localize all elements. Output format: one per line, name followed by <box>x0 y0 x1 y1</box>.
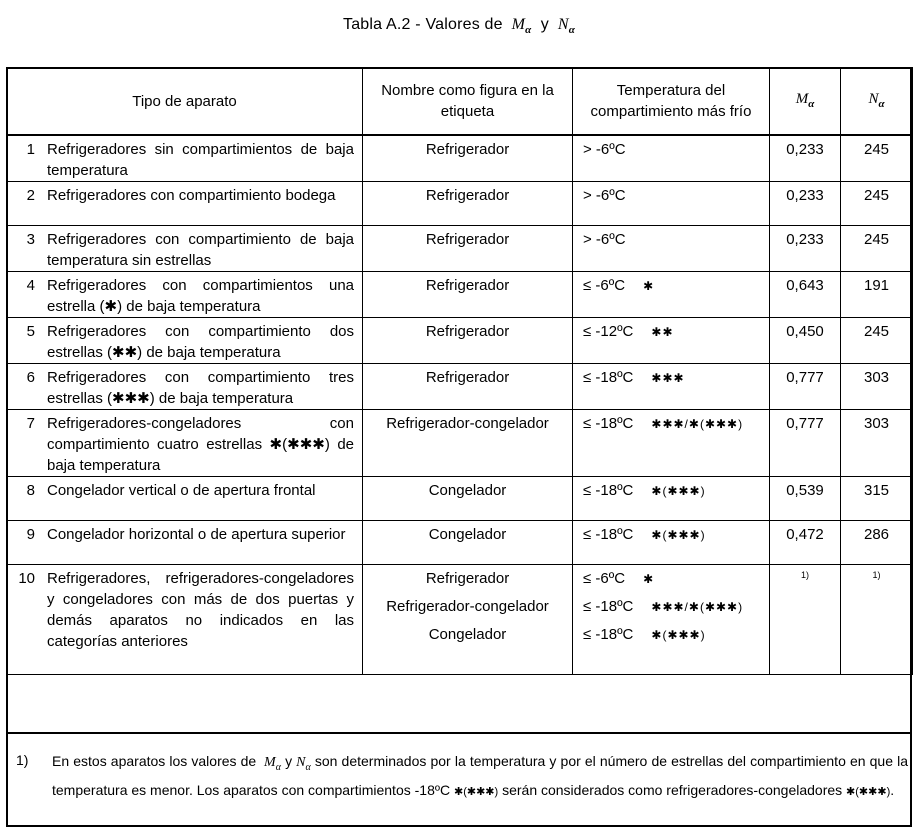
n-value: 315 <box>841 477 913 521</box>
table-row-5 <box>7 318 913 364</box>
row-tipo: Refrigeradores con compartimiento dos estrellas (✱✱) de baja temperatura <box>47 323 354 361</box>
m-value: 0,233 <box>770 135 841 182</box>
row-tipo: Congelador vertical o de apertura frontal <box>47 482 316 499</box>
temp-value: ≤ -18ºC <box>583 482 634 499</box>
row10-stars-2: ✱✱✱/✱(✱✱✱) <box>651 600 744 614</box>
row-tipo: Refrigeradores con compartimiento tres estrellas (✱✱✱) de baja temperatura <box>47 369 354 407</box>
row-number: 4 <box>26 277 35 294</box>
row-number: 10 <box>18 570 35 587</box>
nombre-cell: Congelador <box>363 477 573 521</box>
title-conj: y <box>540 16 549 33</box>
row-tipo: Refrigeradores, refrigeradores-congeladores y congeladores con más de dos puertas y demás aparatos no indicados en las categorías anteriores <box>47 570 354 650</box>
m-value: 0,777 <box>770 364 841 410</box>
m-value: 0,472 <box>770 521 841 565</box>
temp-cell <box>573 565 770 675</box>
n-value: 1) <box>841 565 913 675</box>
tipo-cell <box>7 410 363 477</box>
temp-cell <box>573 318 770 364</box>
tipo-cell <box>7 135 363 182</box>
temp-value: > -6ºC <box>583 141 626 158</box>
nombre-cell <box>363 565 573 675</box>
row10-nombre-2: Refrigerador-congelador <box>386 598 549 615</box>
footnote-stars-1: ✱(✱✱✱) <box>453 785 499 798</box>
stars-rating: ✱(✱✱✱) <box>651 484 706 498</box>
stars-rating: ✱ <box>643 279 655 293</box>
row-tipo: Refrigeradores-congeladores con compartimiento cuatro estrellas ✱(✱✱✱) de baja temperatura <box>47 415 354 474</box>
row-tipo: Refrigeradores con compartimiento bodega <box>47 187 336 204</box>
nombre-cell: Refrigerador <box>363 226 573 272</box>
row10-stars-1: ✱ <box>643 572 655 586</box>
m-value: 0,777 <box>770 410 841 477</box>
header-tipo: Tipo de aparato <box>7 68 363 136</box>
temp-cell <box>573 521 770 565</box>
temp-value: ≤ -12ºC <box>583 323 634 340</box>
footnote-stars-2: ✱(✱✱✱) <box>846 785 891 798</box>
row10-temp-1: ≤ -6ºC <box>583 570 626 587</box>
stars-rating: ✱(✱✱✱) <box>651 528 706 542</box>
temp-value: ≤ -18ºC <box>583 526 634 543</box>
header-m: $M_\alpha$ <box>770 68 841 136</box>
nombre-cell: Refrigerador-congelador <box>363 410 573 477</box>
header-n: $N_\alpha$ <box>841 68 913 136</box>
temp-value: > -6ºC <box>583 187 626 204</box>
stars-rating: ✱✱✱/✱(✱✱✱) <box>651 417 744 431</box>
table-row-8 <box>7 477 913 521</box>
row-tipo: Refrigeradores sin compartimientos de baja temperatura <box>47 141 354 179</box>
footnote-m-symbol: $M_\alpha$ <box>264 755 281 773</box>
row-tipo: Refrigeradores con compartimientos una estrella (✱) de baja temperatura <box>47 277 354 315</box>
stars-rating: ✱✱ <box>651 325 674 339</box>
m-value: 0,450 <box>770 318 841 364</box>
tipo-cell <box>7 364 363 410</box>
header-nombre: Nombre como figura en la etiqueta <box>363 68 573 136</box>
n-value: 303 <box>841 410 913 477</box>
m-value: 0,643 <box>770 272 841 318</box>
temp-cell <box>573 182 770 226</box>
footnote <box>8 732 910 825</box>
temp-value: ≤ -18ºC <box>583 415 634 432</box>
tipo-cell <box>7 521 363 565</box>
temp-cell <box>573 226 770 272</box>
title-prefix: Tabla A.2 - Valores de <box>343 16 503 33</box>
table-title <box>0 16 918 36</box>
row-number: 9 <box>26 526 35 543</box>
header-row <box>7 68 913 136</box>
temp-cell <box>573 364 770 410</box>
temp-cell <box>573 410 770 477</box>
m-value: 1) <box>770 565 841 675</box>
nombre-cell: Refrigerador <box>363 364 573 410</box>
row10-nombre-1: Refrigerador <box>425 570 510 587</box>
row-number: 2 <box>26 187 35 204</box>
row-number: 8 <box>26 482 35 499</box>
tipo-cell <box>7 182 363 226</box>
row-number: 3 <box>26 231 35 248</box>
m-value: 0,233 <box>770 226 841 272</box>
row10-stars-3: ✱(✱✱✱) <box>651 628 706 642</box>
nombre-cell: Refrigerador <box>363 135 573 182</box>
n-value: 303 <box>841 364 913 410</box>
row10-nombre-3: Congelador <box>428 626 507 643</box>
temp-value: ≤ -18ºC <box>583 369 634 386</box>
n-value: 245 <box>841 318 913 364</box>
tipo-cell <box>7 318 363 364</box>
table-row-10 <box>7 565 913 675</box>
table-row-7 <box>7 410 913 477</box>
n-value: 245 <box>841 182 913 226</box>
nombre-cell: Refrigerador <box>363 272 573 318</box>
footnote-text: En estos aparatos los valores de $M_\alpha$ y $N_\alpha$ son determinados por la temperatura y por el número de estrellas del compartimiento en que la temperatura es menor. Los aparatos con compartimientos -18ºC ✱(✱✱✱) serán considerados como refrigeradores-congeladores ✱(✱✱✱). <box>52 753 909 798</box>
temp-value: > -6ºC <box>583 231 626 248</box>
table-row-9 <box>7 521 913 565</box>
table-frame <box>6 67 912 827</box>
row-number: 5 <box>26 323 35 340</box>
table-row-4 <box>7 272 913 318</box>
nombre-cell: Refrigerador <box>363 318 573 364</box>
row-number: 7 <box>26 415 35 432</box>
nombre-cell: Congelador <box>363 521 573 565</box>
m-value: 0,539 <box>770 477 841 521</box>
table-row-6 <box>7 364 913 410</box>
m-value: 0,233 <box>770 182 841 226</box>
n-value: 245 <box>841 226 913 272</box>
row-number: 6 <box>26 369 35 386</box>
row10-temp-3: ≤ -18ºC <box>583 626 634 643</box>
n-value: 286 <box>841 521 913 565</box>
nombre-cell: Refrigerador <box>363 182 573 226</box>
temp-cell <box>573 477 770 521</box>
values-table <box>6 67 913 675</box>
temp-cell <box>573 272 770 318</box>
title-n-symbol: $N_\alpha$ <box>557 16 575 37</box>
table-row-3 <box>7 226 913 272</box>
temp-cell <box>573 135 770 182</box>
stars-rating: ✱✱✱ <box>651 371 685 385</box>
row10-temp-2: ≤ -18ºC <box>583 598 634 615</box>
tipo-cell <box>7 226 363 272</box>
header-temperatura: Temperatura del compartimiento más frío <box>573 68 770 136</box>
tipo-cell <box>7 477 363 521</box>
footnote-n-symbol: $N_\alpha$ <box>296 755 311 773</box>
footnote-mark: 1) <box>16 752 29 768</box>
row-number: 1 <box>26 141 35 158</box>
row-tipo: Refrigeradores con compartimiento de baja temperatura sin estrellas <box>47 231 354 269</box>
n-value: 245 <box>841 135 913 182</box>
title-m-symbol: $M_\alpha$ <box>511 16 532 37</box>
tipo-cell <box>7 272 363 318</box>
temp-value: ≤ -6ºC <box>583 277 626 294</box>
table-row-2 <box>7 182 913 226</box>
n-value: 191 <box>841 272 913 318</box>
tipo-cell <box>7 565 363 675</box>
table-row-1 <box>7 135 913 182</box>
row-tipo: Congelador horizontal o de apertura superior <box>47 526 346 543</box>
